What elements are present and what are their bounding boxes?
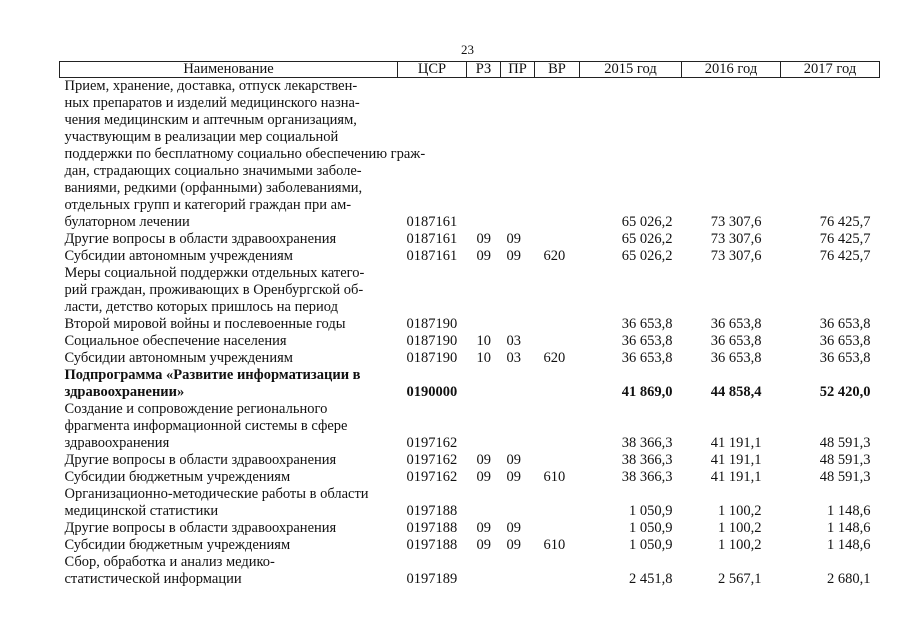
row-pr: 09 [506, 231, 521, 247]
row-y2015: 38 366,3 [621, 469, 673, 485]
row-vr: 610 [543, 537, 566, 553]
row-pr: 09 [506, 452, 521, 468]
row-vr [535, 231, 580, 248]
row-csr: 0197162 [406, 435, 458, 451]
page-number: 23 [461, 42, 474, 57]
table-row [60, 469, 880, 486]
row-rz: 09 [476, 537, 491, 553]
row-pr: 09 [506, 469, 521, 485]
row-name [60, 537, 398, 554]
row-pr: 09 [506, 248, 521, 264]
row-name-line: Организационно-методические работы в области [64, 486, 369, 502]
row-y2017: 76 425,7 [819, 248, 871, 264]
budget-table [59, 61, 880, 588]
header-vr: ВР [535, 62, 580, 78]
row-csr: 0197188 [406, 537, 458, 553]
row-name-line: Субсидии бюджетным учреждениям [64, 469, 291, 485]
row-rz: 09 [476, 520, 491, 536]
row-name [60, 452, 398, 469]
row-csr: 0187190 [406, 350, 458, 366]
row-vr [535, 401, 580, 452]
row-name-line: ласти, детство которых пришлось на период [64, 299, 338, 315]
row-rz: 09 [476, 452, 491, 468]
row-name [60, 333, 398, 350]
row-name-line: статистической информации [64, 571, 242, 587]
row-y2015: 36 653,8 [621, 333, 673, 349]
row-y2017: 1 148,6 [827, 537, 871, 553]
row-y2017: 76 425,7 [819, 214, 871, 230]
row-name-line: Другие вопросы в области здравоохранения [64, 520, 337, 536]
row-name-line: здравоохранении» [64, 384, 185, 400]
row-y2016: 41 191,1 [710, 452, 762, 468]
row-rz [467, 401, 501, 452]
header-2016: 2016 год [682, 62, 781, 78]
row-name-line: Другие вопросы в области здравоохранения [64, 452, 337, 468]
row-pr [501, 78, 535, 232]
row-csr: 0197189 [406, 571, 458, 587]
row-y2016: 36 653,8 [710, 333, 762, 349]
row-vr [535, 554, 580, 588]
row-name-line: здравоохранения [64, 435, 170, 451]
row-y2017: 1 148,6 [827, 503, 871, 519]
row-name [60, 469, 398, 486]
row-name [60, 350, 398, 367]
table-row [60, 248, 880, 265]
table-row [60, 265, 880, 333]
row-name-line: чения медицинским и аптечным организациям, [64, 112, 357, 128]
row-y2015: 65 026,2 [621, 214, 673, 230]
row-y2016: 73 307,6 [710, 214, 762, 230]
header-2017: 2017 год [781, 62, 880, 78]
table-row [60, 520, 880, 537]
row-pr: 03 [506, 350, 521, 366]
row-y2016: 36 653,8 [710, 316, 762, 332]
row-y2016: 73 307,6 [710, 248, 762, 264]
row-csr: 0187190 [406, 316, 458, 332]
table-row [60, 537, 880, 554]
table-row [60, 333, 880, 350]
row-y2016: 41 191,1 [710, 469, 762, 485]
row-y2015: 65 026,2 [621, 248, 673, 264]
row-y2017: 2 680,1 [827, 571, 871, 587]
row-name [60, 554, 398, 588]
row-vr [535, 333, 580, 350]
row-csr: 0187190 [406, 333, 458, 349]
row-y2017: 36 653,8 [819, 316, 871, 332]
row-csr: 0187161 [406, 248, 458, 264]
row-y2015: 1 050,9 [629, 537, 673, 553]
row-name [60, 401, 398, 452]
header-pr: ПР [501, 62, 535, 78]
table-row [60, 350, 880, 367]
row-y2015: 2 451,8 [629, 571, 673, 587]
row-rz: 09 [476, 231, 491, 247]
row-y2016: 73 307,6 [710, 231, 762, 247]
table-row [60, 554, 880, 588]
table-row [60, 78, 880, 232]
row-name-line: рий граждан, проживающих в Оренбургской об- [64, 282, 364, 298]
table-body [60, 78, 880, 589]
header-rz: РЗ [467, 62, 501, 78]
row-name-line: фрагмента информационной системы в сфере [64, 418, 348, 434]
row-name-line: Субсидии автономным учреждениям [64, 248, 293, 264]
table-row [60, 231, 880, 248]
row-vr [535, 486, 580, 520]
row-y2015: 36 653,8 [621, 350, 673, 366]
row-name-line: дан, страдающих социально значимыми заболе- [64, 163, 362, 179]
row-name-line: медицинской статистики [64, 503, 219, 519]
row-y2015: 41 869,0 [621, 384, 673, 400]
row-rz: 09 [476, 248, 491, 264]
table-row [60, 452, 880, 469]
row-rz: 10 [476, 333, 491, 349]
row-pr: 09 [506, 520, 521, 536]
row-vr [535, 452, 580, 469]
row-y2016: 1 100,2 [718, 537, 762, 553]
row-rz [467, 554, 501, 588]
row-name-line: Социальное обеспечение населения [64, 333, 287, 349]
row-y2016: 41 191,1 [710, 435, 762, 451]
row-y2017: 48 591,3 [819, 452, 871, 468]
row-rz [467, 265, 501, 333]
row-y2017: 1 148,6 [827, 520, 871, 536]
row-y2016: 1 100,2 [718, 520, 762, 536]
row-csr: 0197162 [406, 452, 458, 468]
row-name [60, 248, 398, 265]
header-2015: 2015 год [580, 62, 682, 78]
row-y2016: 44 858,4 [710, 384, 762, 400]
row-pr [501, 265, 535, 333]
row-y2016: 2 567,1 [718, 571, 762, 587]
row-name-line: Субсидии бюджетным учреждениям [64, 537, 291, 553]
row-name [60, 265, 398, 333]
header-csr: ЦСР [398, 62, 467, 78]
row-y2015: 36 653,8 [621, 316, 673, 332]
row-name-line: поддержки по бесплатному социально обеспечению граж- [64, 146, 426, 162]
table-row [60, 401, 880, 452]
row-pr: 03 [506, 333, 521, 349]
table-row [60, 367, 880, 401]
row-name [60, 486, 398, 520]
row-name-line: Другие вопросы в области здравоохранения [64, 231, 337, 247]
row-vr [535, 367, 580, 401]
row-rz [467, 367, 501, 401]
row-y2015: 65 026,2 [621, 231, 673, 247]
row-csr: 0197162 [406, 469, 458, 485]
row-name-line: Второй мировой войны и послевоенные годы [64, 316, 346, 332]
row-name-line: Субсидии автономным учреждениям [64, 350, 293, 366]
row-y2015: 1 050,9 [629, 503, 673, 519]
row-name-line: булаторном лечении [64, 214, 190, 230]
row-y2016: 1 100,2 [718, 503, 762, 519]
row-y2015: 38 366,3 [621, 452, 673, 468]
row-name-line: Прием, хранение, доставка, отпуск лекарствен- [64, 78, 358, 94]
row-name [60, 367, 398, 401]
row-rz: 09 [476, 469, 491, 485]
row-y2015: 1 050,9 [629, 520, 673, 536]
row-csr: 0190000 [406, 384, 458, 400]
row-vr [535, 265, 580, 333]
header-name: Наименование [60, 62, 398, 78]
row-y2016: 36 653,8 [710, 350, 762, 366]
row-y2017: 48 591,3 [819, 469, 871, 485]
row-name [60, 231, 398, 248]
row-y2017: 36 653,8 [819, 333, 871, 349]
row-name-line: ных препаратов и изделий медицинского назна- [64, 95, 360, 111]
row-csr: 0197188 [406, 520, 458, 536]
row-vr [535, 520, 580, 537]
row-name-line: участвующим в реализации мер социальной [64, 129, 339, 145]
row-pr [501, 401, 535, 452]
row-y2017: 36 653,8 [819, 350, 871, 366]
row-pr [501, 367, 535, 401]
row-name-line: отдельных групп и категорий граждан при ам- [64, 197, 352, 213]
row-vr [535, 78, 580, 232]
row-rz: 10 [476, 350, 491, 366]
row-y2015: 38 366,3 [621, 435, 673, 451]
row-y2017: 48 591,3 [819, 435, 871, 451]
row-pr: 09 [506, 537, 521, 553]
table-header-row [60, 62, 880, 78]
row-pr [501, 554, 535, 588]
row-csr: 0187161 [406, 231, 458, 247]
table-row [60, 486, 880, 520]
row-vr: 610 [543, 469, 566, 485]
row-name-line: ваниями, редкими (орфанными) заболеваниями, [64, 180, 363, 196]
row-csr: 0197188 [406, 503, 458, 519]
row-name-line: Сбор, обработка и анализ медико- [64, 554, 275, 570]
row-csr: 0187161 [406, 214, 458, 230]
row-name [60, 78, 426, 232]
row-rz [467, 78, 501, 232]
row-y2017: 76 425,7 [819, 231, 871, 247]
row-name-line: Меры социальной поддержки отдельных катего- [64, 265, 365, 281]
row-name-line: Создание и сопровождение регионального [64, 401, 328, 417]
row-pr [501, 486, 535, 520]
row-rz [467, 486, 501, 520]
row-y2017: 52 420,0 [819, 384, 871, 400]
row-vr: 620 [543, 350, 566, 366]
row-name-line: Подпрограмма «Развитие информатизации в [64, 367, 361, 383]
row-name [60, 520, 398, 537]
row-vr: 620 [543, 248, 566, 264]
